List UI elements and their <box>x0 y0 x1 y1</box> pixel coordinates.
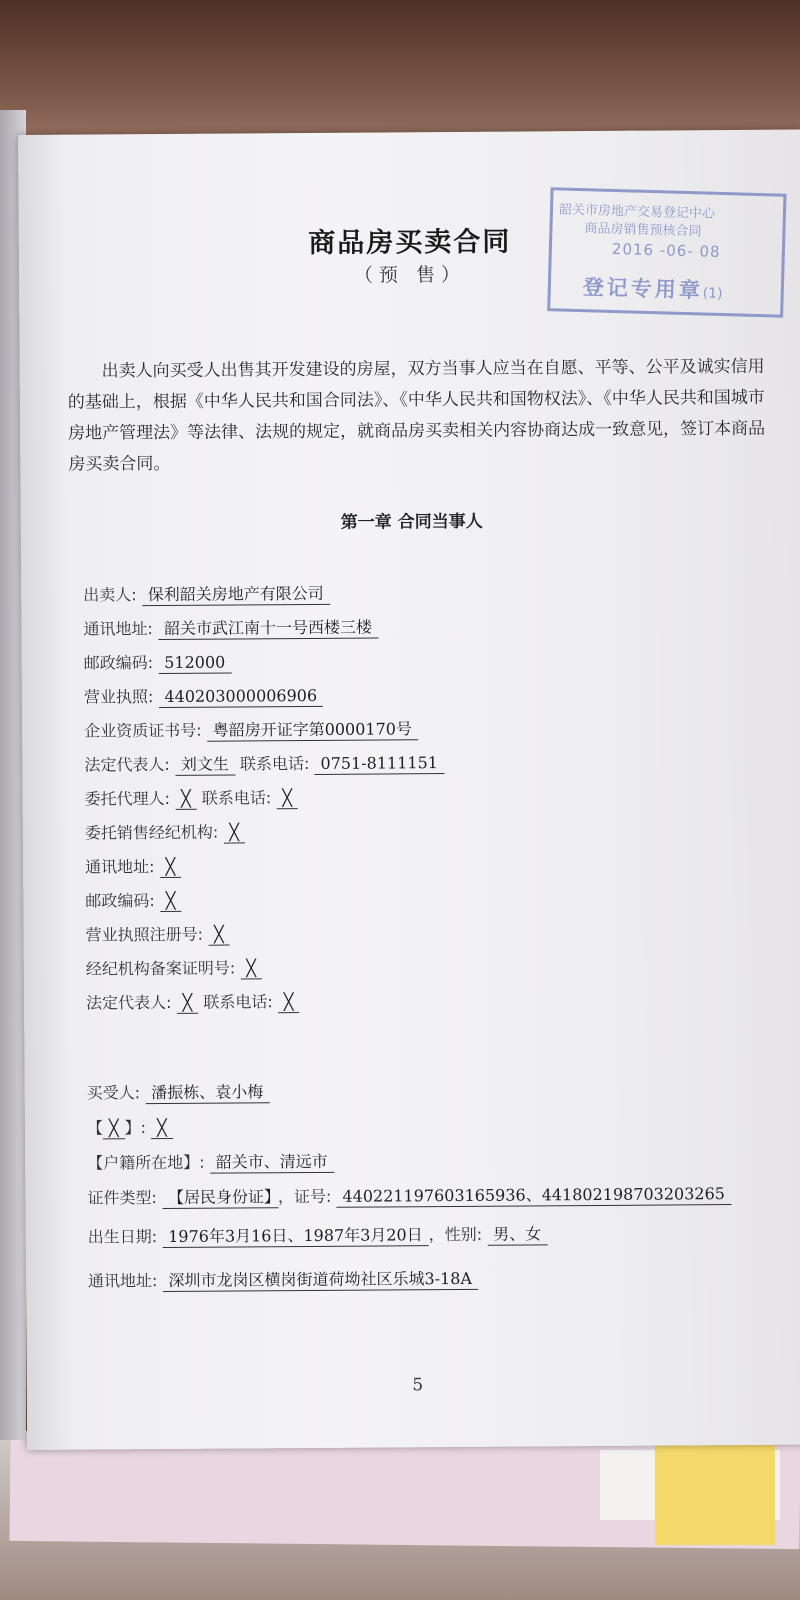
broker-phone-value: ╳ <box>278 992 300 1013</box>
stamp-date: 2016 -06- 08 <box>611 239 721 261</box>
seller-address-label: 通讯地址: <box>83 619 153 639</box>
stamp-line-1: 韶关市房地产交易登记中心 <box>558 202 716 222</box>
seller-legal-rep-row <box>84 750 444 776</box>
seller-postcode-value: 512000 <box>158 653 231 675</box>
background-wall <box>0 0 800 150</box>
buyer-birth-label: 出生日期: <box>87 1227 158 1247</box>
buyer-sex-label: ，性别: <box>428 1224 483 1245</box>
page-number: 5 <box>412 1375 424 1396</box>
broker-row <box>85 819 245 843</box>
seller-phone-label: 联系电话: <box>239 753 310 774</box>
broker-label: 委托销售经纪机构: <box>84 822 219 843</box>
seller-qualification-label: 企业资质证书号: <box>84 720 202 741</box>
buyer-name-row <box>87 1079 270 1103</box>
buyer-household-value: 韶关市、清远市 <box>210 1152 334 1174</box>
stamp-seal-number: (1) <box>702 285 723 303</box>
seller-name-value: 保利韶关房地产有限公司 <box>142 584 330 606</box>
broker-rep-row <box>86 989 300 1013</box>
stamp-seal-text: 登记专用章 <box>582 275 704 303</box>
broker-postcode-label: 邮政编码: <box>85 891 155 911</box>
seller-agent-phone-label: 联系电话: <box>201 788 272 808</box>
broker-address-label: 通讯地址: <box>85 857 155 877</box>
seller-license-row <box>84 683 323 708</box>
underlying-sheet-yellow <box>655 1445 775 1545</box>
buyer-birth-row <box>88 1221 548 1247</box>
broker-rep-value: ╳ <box>176 993 198 1014</box>
seller-license-label: 营业执照: <box>83 687 154 707</box>
seller-qualification-value: 粤韶房开证字第0000170号 <box>207 719 418 741</box>
broker-postcode-value: ╳ <box>160 891 182 912</box>
buyer-household-label: 【户籍所在地】: <box>87 1152 205 1173</box>
contract-page <box>18 130 800 1450</box>
chapter-heading: 第一章 合同当事人 <box>340 511 483 533</box>
seller-postcode-row <box>84 650 232 674</box>
broker-postcode-row <box>85 888 181 912</box>
buyer-id-row <box>87 1181 731 1208</box>
seller-qualification-row <box>84 716 418 741</box>
seller-postcode-label: 邮政编码: <box>83 653 154 673</box>
broker-rep-label: 法定代表人: <box>85 992 172 1013</box>
contract-subtitle: （预 售） <box>353 263 467 287</box>
buyer-blank-open: 【 <box>86 1118 104 1138</box>
buyer-id-type-value: 【居民身份证】 <box>162 1187 278 1209</box>
seller-phone-value: 0751-8111151 <box>314 753 444 775</box>
seller-legal-rep-label: 法定代表人: <box>84 754 170 775</box>
intro-paragraph: 出卖人向买受人出售其开发建设的房屋，双方当事人应当在自愿、平等、公平及诚实信用的基础上，根据《中华人民共和国合同法》、《中华人民共和国物权法》、《中华人民共和国城市房地产管理法》等法律、法规的规定，就商品房买卖相关内容协商达成一致意见，签订本商品房买卖合同。 <box>67 356 766 475</box>
buyer-name-value: 潘振栋、袁小梅 <box>145 1082 269 1104</box>
buyer-blank-label-value: ╳ <box>103 1118 125 1139</box>
seller-license-value: 440203000006906 <box>158 686 323 708</box>
buyer-address-label: 通讯地址: <box>87 1271 158 1291</box>
seller-agent-row <box>85 785 299 809</box>
broker-value: ╳ <box>223 822 245 843</box>
buyer-address-value: 深圳市龙岗区横岗街道荷坳社区乐城3-18A <box>162 1269 478 1292</box>
registration-stamp <box>547 187 786 318</box>
seller-agent-label: 委托代理人: <box>84 788 171 809</box>
buyer-id-no-label: ，证号: <box>277 1186 332 1207</box>
seller-agent-phone-value: ╳ <box>276 788 298 809</box>
buyer-blank-close: 】: <box>124 1118 147 1138</box>
stamp-line-2: 商品房销售预核合同 <box>584 221 702 240</box>
buyer-sex-value: 男、女 <box>487 1224 547 1245</box>
buyer-address-row <box>88 1266 478 1292</box>
seller-name-label: 出卖人: <box>83 585 137 605</box>
buyer-household-row <box>87 1149 334 1174</box>
broker-address-value: ╳ <box>160 857 182 878</box>
broker-reg-row <box>85 922 229 946</box>
stamp-line-4 <box>582 271 723 305</box>
broker-reg-label: 营业执照注册号: <box>85 924 204 945</box>
broker-address-row <box>85 854 181 878</box>
seller-address-value: 韶关市武江南十一号西楼三楼 <box>158 617 378 640</box>
buyer-birth-value: 1976年3月16日、1987年3月20日 <box>162 1225 429 1248</box>
buyer-name-label: 买受人: <box>86 1083 141 1103</box>
seller-legal-rep-value: 刘文生 <box>175 755 235 776</box>
broker-filing-value: ╳ <box>240 958 262 979</box>
broker-reg-value: ╳ <box>208 925 230 946</box>
broker-filing-row <box>86 955 262 979</box>
buyer-id-no-value: 440221197603165936、441802198703203265 <box>336 1184 731 1208</box>
buyer-id-type-label: 证件类型: <box>87 1188 157 1208</box>
buyer-blank-row <box>87 1115 173 1139</box>
seller-agent-value: ╳ <box>175 789 197 810</box>
broker-filing-label: 经纪机构备案证明号: <box>85 958 236 979</box>
seller-address-row <box>83 614 378 639</box>
broker-phone-label: 联系电话: <box>203 992 273 1012</box>
seller-name-row <box>83 581 330 606</box>
buyer-blank-value: ╳ <box>151 1118 173 1139</box>
contract-title: 商品房买卖合同 <box>308 226 512 259</box>
